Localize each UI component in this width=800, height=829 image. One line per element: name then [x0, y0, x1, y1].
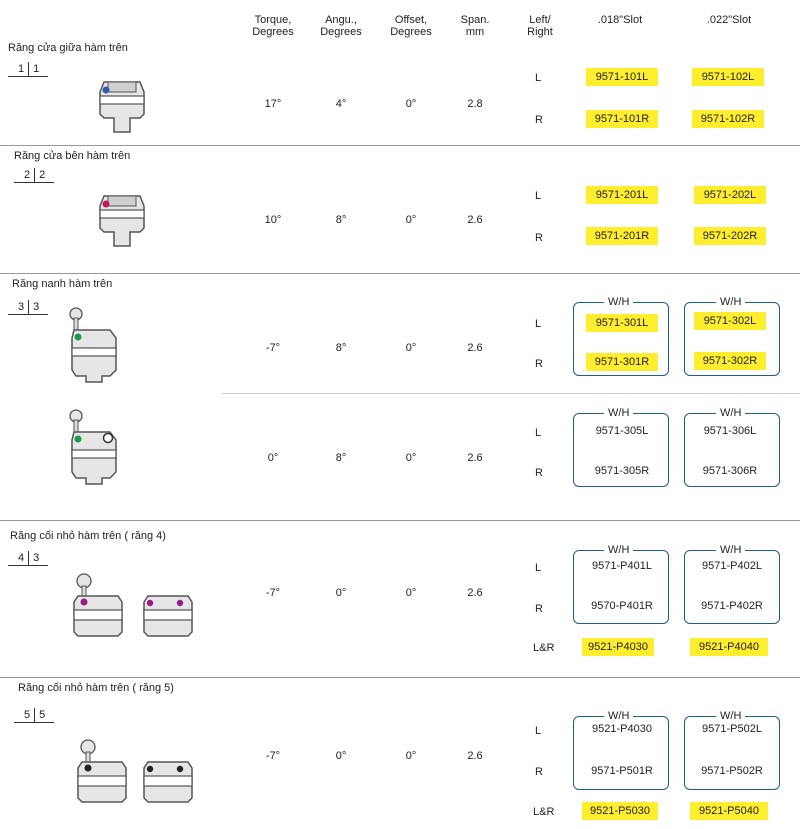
bracket-image-premolar	[140, 594, 196, 644]
part-code: 9571-101R	[586, 110, 658, 128]
right-label: R	[535, 232, 543, 244]
part-code: 9571-305L	[595, 425, 649, 437]
angulation-value: 0°	[335, 587, 347, 599]
section-divider	[0, 145, 800, 146]
left-label: L	[535, 725, 542, 737]
color-dot	[103, 201, 110, 208]
section-title-premolar-4: Răng cối nhỏ hàm trên ( răng 4)	[10, 530, 166, 542]
bracket-image-premolar-hook	[74, 738, 130, 810]
part-code: 9521-P4030	[582, 638, 654, 656]
bracket-image-premolar	[140, 760, 196, 810]
part-code: 9571-301L	[586, 314, 658, 332]
tooth-number-underline	[8, 314, 48, 315]
tooth-number	[14, 300, 43, 314]
right-label: R	[535, 114, 543, 126]
offset-value: 0°	[405, 342, 417, 354]
color-dot	[75, 436, 82, 443]
color-dot	[147, 600, 153, 606]
span-value: 2.6	[467, 587, 483, 599]
tooth-number-left: 5	[20, 708, 35, 722]
header-span: Span. mm	[460, 14, 490, 38]
tooth-number-right: 3	[33, 301, 40, 313]
part-code: 9571-301R	[586, 353, 658, 371]
right-label: R	[535, 467, 543, 479]
part-code: 9521-P5030	[582, 802, 658, 820]
torque-value: 0°	[267, 452, 279, 464]
tooth-number-left: 4	[14, 551, 29, 565]
tooth-number-underline	[14, 722, 54, 723]
bracket-image-premolar-hook	[70, 572, 126, 644]
span-value: 2.8	[467, 98, 483, 110]
angulation-value: 8°	[335, 342, 347, 354]
wh-label: W/H	[716, 296, 745, 308]
offset-value: 0°	[405, 98, 417, 110]
torque-value: 10°	[264, 214, 282, 226]
tooth-number	[20, 708, 49, 722]
torque-value: -7°	[265, 342, 281, 354]
tooth-number	[14, 62, 43, 76]
span-value: 2.6	[467, 750, 483, 762]
wh-label: W/H	[604, 296, 633, 308]
section-title-premolar-5: Răng cối nhỏ hàm trên ( răng 5)	[18, 682, 174, 694]
header-torque: Torque, Degrees	[252, 14, 294, 38]
offset-value: 0°	[405, 750, 417, 762]
part-code: 9571-P402L	[702, 560, 762, 572]
angulation-value: 4°	[335, 98, 347, 110]
tooth-number-right: 5	[39, 709, 46, 721]
header-slot-022: .022"Slot	[706, 14, 752, 26]
bracket-image-lateral-incisor	[96, 192, 148, 250]
right-label: R	[535, 766, 543, 778]
bracket-image-canine-hook-tube	[64, 408, 124, 488]
part-code: 9571-306L	[703, 425, 757, 437]
left-right-label: L&R	[533, 806, 555, 818]
header-left-right: Left/ Right	[527, 14, 553, 38]
section-title-canine: Răng nanh hàm trên	[12, 278, 113, 290]
part-code: 9571-102R	[692, 110, 764, 128]
left-label: L	[535, 427, 542, 439]
color-dot	[75, 334, 82, 341]
part-code: 9571-102L	[692, 68, 764, 86]
wh-label: W/H	[604, 407, 633, 419]
header-angulation: Angu., Degrees	[320, 14, 362, 38]
tooth-number-left: 1	[14, 62, 29, 76]
tooth-number-underline	[8, 565, 48, 566]
offset-value: 0°	[405, 452, 417, 464]
color-dot	[177, 600, 183, 606]
tooth-number	[14, 551, 43, 565]
wh-label: W/H	[604, 710, 633, 722]
right-label: R	[535, 358, 543, 370]
section-divider	[0, 677, 800, 678]
tooth-number-left: 2	[20, 168, 35, 182]
part-code: 9570-P401R	[591, 600, 653, 612]
part-code: 9571-302R	[694, 352, 766, 370]
part-code: 9571-P502R	[701, 765, 763, 777]
part-code: 9571-P401L	[592, 560, 652, 572]
left-label: L	[535, 562, 542, 574]
part-code: 9571-P402R	[701, 600, 763, 612]
section-divider	[0, 273, 800, 274]
section-divider	[0, 520, 800, 521]
torque-value: 17°	[264, 98, 282, 110]
tooth-number-underline	[14, 182, 54, 183]
part-code: 9571-P501R	[591, 765, 653, 777]
part-code: 9571-201R	[586, 227, 658, 245]
tooth-number-right: 1	[33, 63, 40, 75]
part-code: 9571-P502L	[702, 723, 762, 735]
angulation-value: 8°	[335, 214, 347, 226]
tooth-number	[20, 168, 49, 182]
angulation-value: 0°	[335, 750, 347, 762]
offset-value: 0°	[405, 587, 417, 599]
wh-label: W/H	[716, 544, 745, 556]
row-divider	[222, 393, 800, 394]
torque-value: -7°	[265, 587, 281, 599]
bracket-image-central-incisor	[96, 78, 148, 136]
left-right-label: L&R	[533, 642, 555, 654]
span-value: 2.6	[467, 214, 483, 226]
color-dot	[103, 87, 110, 94]
color-dot	[81, 599, 88, 606]
tooth-number-right: 3	[33, 552, 40, 564]
part-code: 9571-302L	[694, 312, 766, 330]
header-offset: Offset, Degrees	[390, 14, 432, 38]
part-code: 9571-201L	[586, 186, 658, 204]
part-code: 9571-305R	[594, 465, 650, 477]
header-slot-018: .018"Slot	[597, 14, 643, 26]
span-value: 2.6	[467, 342, 483, 354]
left-label: L	[535, 72, 542, 84]
wh-label: W/H	[716, 407, 745, 419]
tooth-number-right: 2	[39, 169, 46, 181]
section-title-central-incisor: Răng cửa giữa hàm trên	[8, 42, 128, 54]
right-label: R	[535, 603, 543, 615]
part-code: 9571-202L	[694, 186, 766, 204]
part-code: 9521-P4030	[592, 723, 652, 735]
part-code: 9571-202R	[694, 227, 766, 245]
part-code: 9571-101L	[586, 68, 658, 86]
angulation-value: 8°	[335, 452, 347, 464]
color-dot	[147, 766, 153, 772]
left-label: L	[535, 318, 542, 330]
span-value: 2.6	[467, 452, 483, 464]
torque-value: -7°	[265, 750, 281, 762]
wh-label: W/H	[716, 710, 745, 722]
section-title-lateral-incisor: Răng cửa bên hàm trên	[14, 150, 131, 162]
color-dot	[85, 765, 92, 772]
part-code: 9521-P5040	[690, 802, 768, 820]
offset-value: 0°	[405, 214, 417, 226]
part-code: 9571-306R	[702, 465, 758, 477]
bracket-image-canine-hook	[64, 306, 124, 386]
color-dot	[177, 766, 183, 772]
tooth-number-underline	[8, 76, 48, 77]
part-code: 9521-P4040	[690, 638, 768, 656]
tooth-number-left: 3	[14, 300, 29, 314]
left-label: L	[535, 190, 542, 202]
wh-label: W/H	[604, 544, 633, 556]
